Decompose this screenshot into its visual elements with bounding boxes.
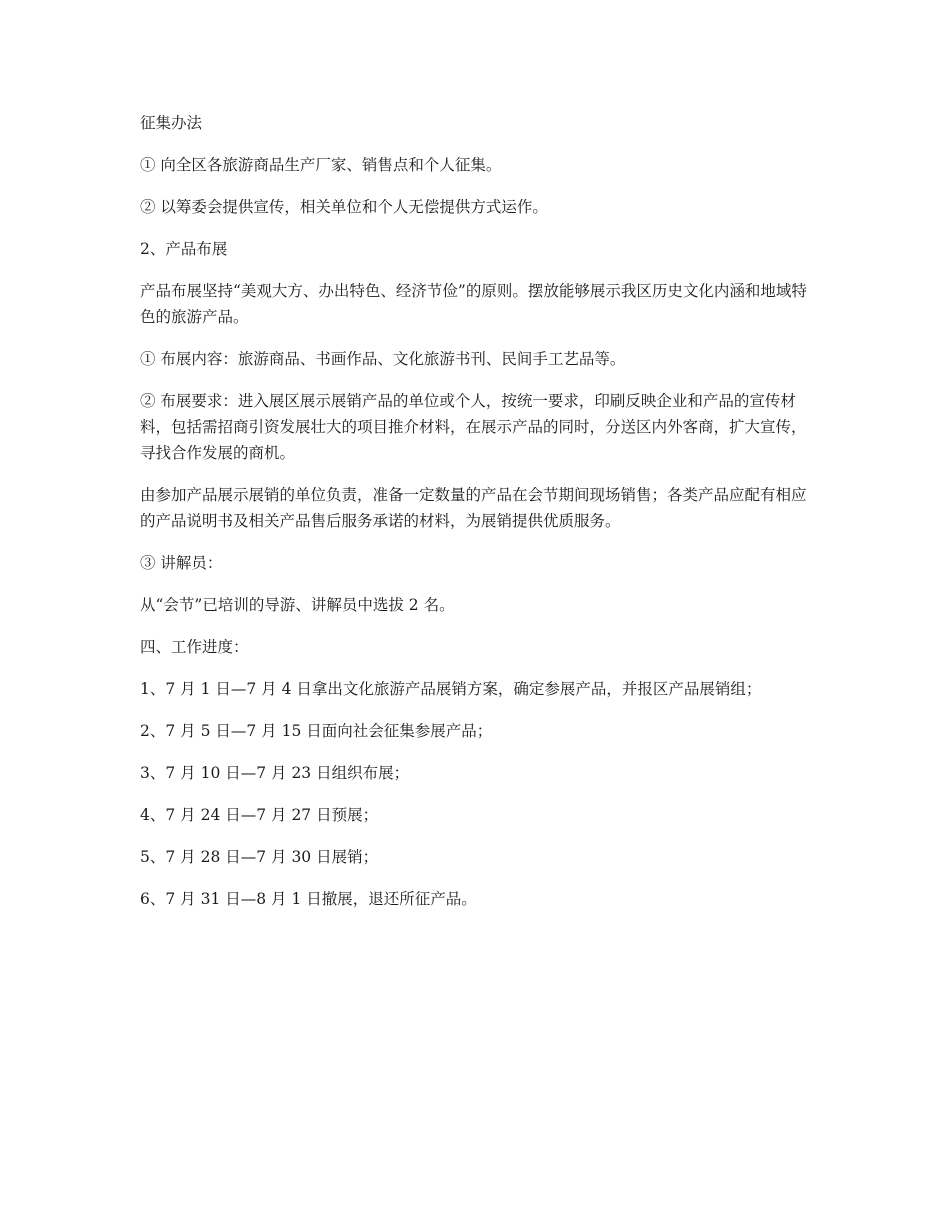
section-heading-product-display: 2、产品布展 (140, 240, 228, 258)
schedule-item: 3、7 月 10 日—7 月 23 日组织布展； (140, 764, 410, 782)
section-heading-work-schedule: 四、工作进度： (140, 638, 249, 656)
list-item: ② 布展要求：进入展区展示展销产品的单位或个人，按统一要求，印刷反映企业和产品的宣传材料，包括需招商引资发展壮大的项目推介材料，在展示产品的同时，分送区内外客商，扩大宣传，寻找合作发展的商机。 (140, 392, 807, 462)
list-item: ① 布展内容：旅游商品、书画作品、文化旅游书刊、民间手工艺品等。 (140, 350, 626, 368)
list-item: ③ 讲解员： (140, 554, 223, 572)
schedule-item: 1、7 月 1 日—7 月 4 日拿出文化旅游产品展销方案，确定参展产品，并报区产品展销组； (140, 680, 762, 698)
section-heading-collection-method: 征集办法 (140, 114, 203, 132)
schedule-item: 4、7 月 24 日—7 月 27 日预展； (140, 806, 379, 824)
schedule-item: 6、7 月 31 日—8 月 1 日撤展，退还所征产品。 (140, 890, 477, 908)
list-item: ② 以筹委会提供宣传，相关单位和个人无偿提供方式运作。 (140, 198, 548, 216)
body-paragraph: 从“会节”已培训的导游、讲解员中选拔 2 名。 (140, 596, 455, 614)
list-item: ① 向全区各旅游商品生产厂家、销售点和个人征集。 (140, 156, 502, 174)
schedule-item: 5、7 月 28 日—7 月 30 日展销； (140, 848, 379, 866)
body-paragraph: 由参加产品展示展销的单位负责，准备一定数量的产品在会节期间现场销售；各类产品应配有相应的产品说明书及相关产品售后服务承诺的材料，为展销提供优质服务。 (140, 486, 807, 530)
schedule-item: 2、7 月 5 日—7 月 15 日面向社会征集参展产品； (140, 722, 493, 740)
document-page (140, 110, 810, 928)
body-paragraph: 产品布展坚持“美观大方、办出特色、经济节俭”的原则。摆放能够展示我区历史文化内涵和地域特色的旅游产品。 (140, 282, 807, 326)
